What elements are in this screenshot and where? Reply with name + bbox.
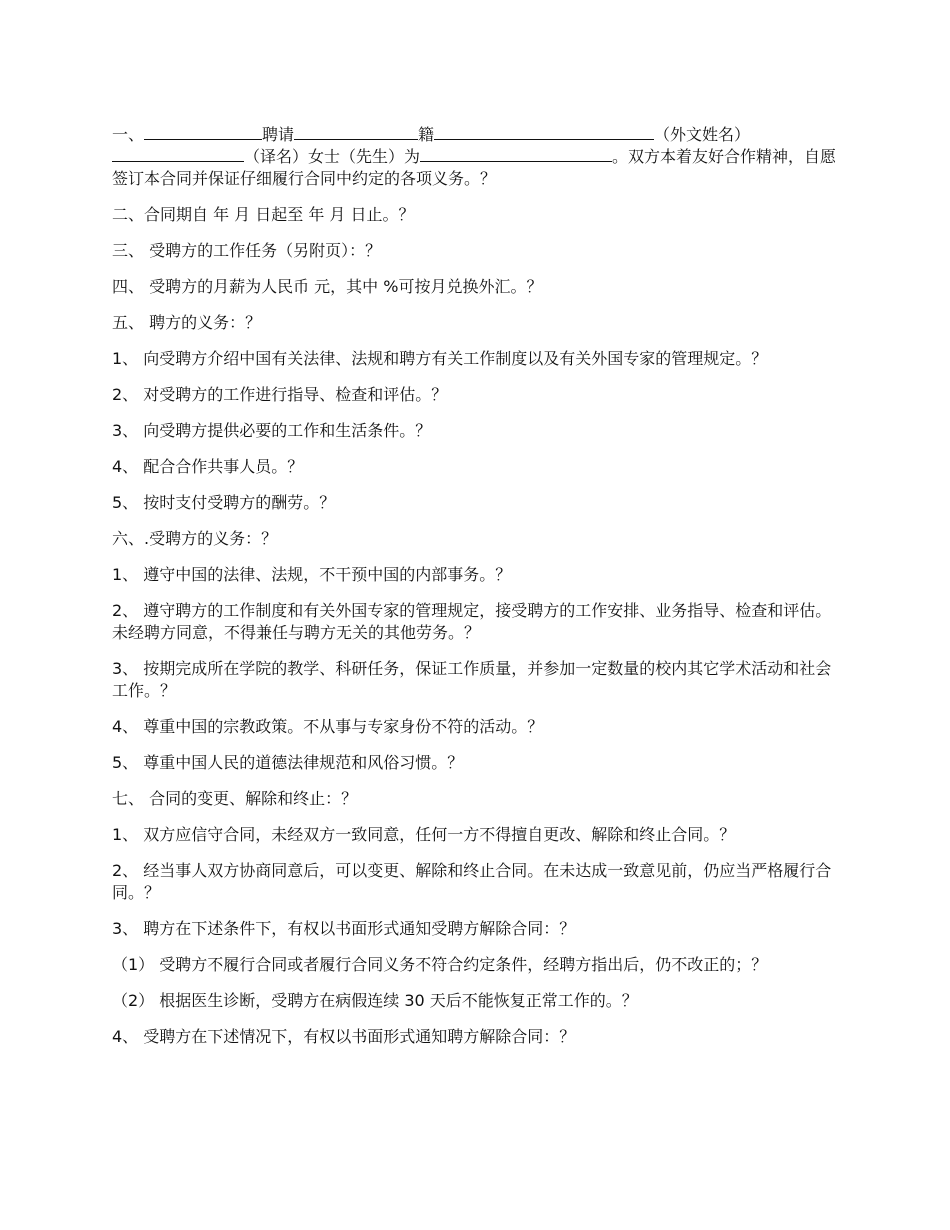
clause-6-item-4: 4、 尊重中国的宗教政策。不从事与专家身份不符的活动。？ <box>112 717 544 736</box>
clause-5-item-5: 5、 按时支付受聘方的酬劳。？ <box>112 493 336 512</box>
clause-7-heading: 七、 合同的变更、解除和终止：？ <box>112 789 358 808</box>
clause-number: 一、 <box>112 125 145 144</box>
clause-5-item-1: 1、 向受聘方介绍中国有关法律、法规和聘方有关工作制度以及有关外国专家的管理规定。？ <box>112 349 768 368</box>
clause-4: 四、 受聘方的月薪为人民币 元，其中 %可按月兑换外汇。？ <box>112 277 543 296</box>
clause-6-item-3: 3、 按期完成所在学院的教学、科研任务，保证工作质量，并参加一定数量的校内其它学术活动和社会工作。？ <box>112 659 832 700</box>
text-run: 聘请 <box>262 125 295 144</box>
clause-7-item-3-sub-2: （2） 根据医生诊断，受聘方在病假连续 30 天后不能恢复正常工作的。？ <box>112 991 638 1010</box>
clause-5-item-4: 4、 配合合作共事人员。？ <box>112 457 304 476</box>
clause-6-heading: 六、.受聘方的义务：？ <box>112 529 278 548</box>
blank-field-foreign-name[interactable] <box>112 146 244 162</box>
clause-6-item-2: 2、 遵守聘方的工作制度和有关外国专家的管理规定，接受聘方的工作安排、业务指导、检查和评估。未经聘方同意，不得兼任与聘方无关的其他劳务。？ <box>112 601 832 642</box>
clause-7-item-2: 2、 经当事人双方协商同意后，可以变更、解除和终止合同。在未达成一致意见前，仍应当严格履行合同。？ <box>112 861 832 902</box>
blank-field-name[interactable] <box>294 124 418 140</box>
text-run: 籍 <box>418 125 435 144</box>
blank-field-employer[interactable] <box>144 124 262 140</box>
text-run: 。双方本着友好合作精神，自愿签订本合同并保证仔细履行合同中约定的各项义务。？ <box>112 147 837 188</box>
clause-2: 二、合同期自 年 月 日起至 年 月 日止。？ <box>112 205 415 224</box>
clause-5-heading: 五、 聘方的义务：？ <box>112 313 262 332</box>
clause-5-item-3: 3、 向受聘方提供必要的工作和生活条件。？ <box>112 421 432 440</box>
blank-field-nationality[interactable] <box>434 124 654 140</box>
clause-6-item-1: 1、 遵守中国的法律、法规，不干预中国的内部事务。？ <box>112 565 512 584</box>
clause-6-item-5: 5、 尊重中国人民的道德法律规范和风俗习惯。？ <box>112 753 464 772</box>
contract-document <box>112 124 840 1062</box>
clause-3: 三、 受聘方的工作任务（另附页）：？ <box>112 241 382 260</box>
text-run: （译名）女士（先生）为 <box>244 147 421 166</box>
text-run: （外文姓名） <box>654 125 751 144</box>
clause-7-item-3-sub-1: （1） 受聘方不履行合同或者履行合同义务不符合约定条件，经聘方指出后，仍不改正的；？ <box>112 955 768 974</box>
clause-5-item-2: 2、 对受聘方的工作进行指导、检查和评估。？ <box>112 385 448 404</box>
clause-7-item-3: 3、 聘方在下述条件下，有权以书面形式通知受聘方解除合同：？ <box>112 919 576 938</box>
clause-7-item-1: 1、 双方应信守合同，未经双方一致同意，任何一方不得擅自更改、解除和终止合同。？ <box>112 825 736 844</box>
clause-7-item-4: 4、 受聘方在下述情况下，有权以书面形式通知聘方解除合同：？ <box>112 1027 576 1046</box>
blank-field-position[interactable] <box>420 146 612 162</box>
clause-1 <box>112 124 840 190</box>
